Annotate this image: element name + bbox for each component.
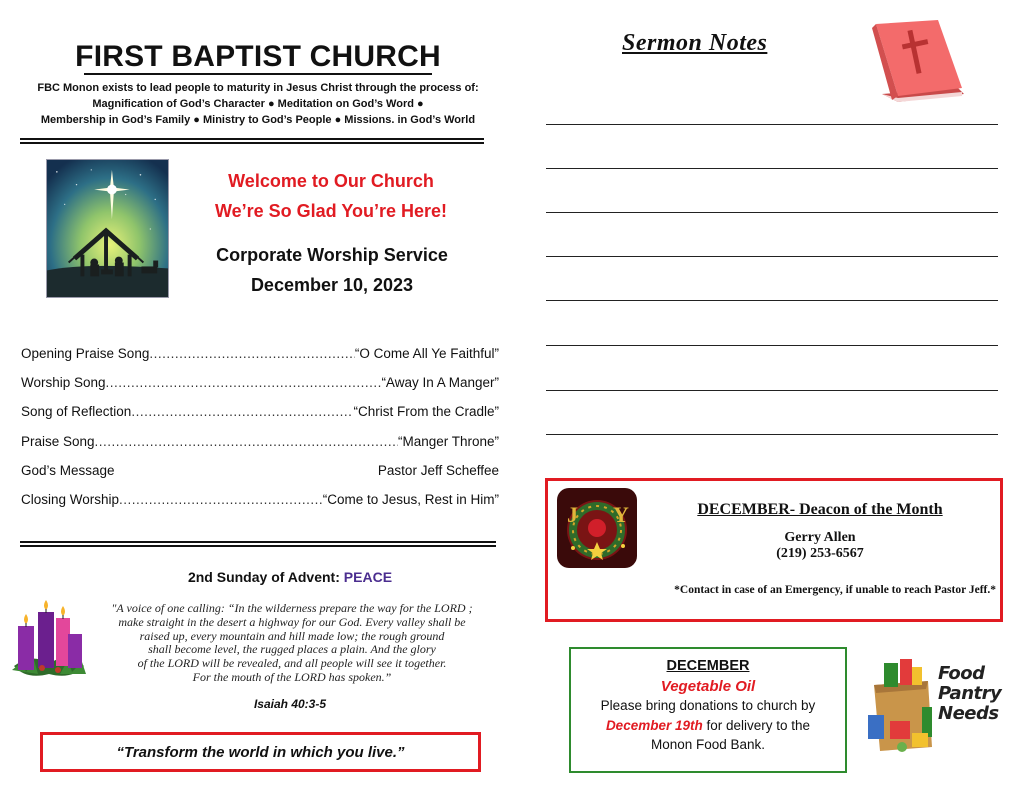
pantry-instructions: Please bring donations to church by bbox=[600, 698, 816, 713]
note-line bbox=[546, 345, 998, 346]
advent-heading bbox=[140, 569, 440, 585]
leader-dots bbox=[131, 404, 353, 419]
note-line bbox=[546, 300, 998, 301]
food-label-line: Needs bbox=[938, 703, 999, 724]
pantry-item: Vegetable Oil bbox=[660, 677, 756, 695]
joy-wreath-image bbox=[557, 488, 637, 568]
mission-line: Membership in God’s Family ● Ministry to God’s People ● Missions. in God’s World bbox=[40, 114, 476, 126]
nativity-image bbox=[46, 159, 169, 298]
program-row bbox=[21, 346, 499, 375]
program-row bbox=[21, 434, 499, 463]
church-title: FIRST BAPTIST CHURCH bbox=[75, 40, 441, 73]
double-divider bbox=[20, 138, 484, 144]
scripture-line: shall become level, the rugged places a plain. And the glory bbox=[148, 642, 436, 657]
food-label-line: Pantry bbox=[938, 683, 1002, 704]
scripture-passage bbox=[92, 602, 492, 685]
pantry-deadline: December 19th bbox=[605, 717, 703, 733]
service-info bbox=[186, 240, 478, 300]
program-label: Praise Song bbox=[21, 433, 95, 449]
pantry-deadline-line bbox=[571, 716, 845, 736]
note-line bbox=[546, 168, 998, 169]
scripture-line: "A voice of one calling: “In the wilderness prepare the way for the LORD ; bbox=[111, 601, 473, 615]
deacon-heading: DECEMBER- Deacon of the Month bbox=[697, 501, 943, 518]
program-row bbox=[21, 375, 499, 404]
program-label: Closing Worship bbox=[21, 491, 120, 507]
pantry-delivery: for delivery to the bbox=[702, 717, 811, 733]
food-pantry-box bbox=[569, 647, 847, 773]
scripture-line: raised up, every mountain and hill made low; the rough ground bbox=[139, 628, 445, 643]
program-label: Song of Reflection bbox=[21, 404, 132, 420]
program-value: “O Come All Ye Faithful” bbox=[354, 346, 499, 361]
welcome-message bbox=[186, 166, 476, 226]
emergency-note: *Contact in case of an Emergency, if unable to reach Pastor Jeff.* bbox=[674, 584, 996, 596]
program-value: Pastor Jeff Scheffee bbox=[377, 462, 499, 478]
scripture-reference: Isaiah 40:3-5 bbox=[253, 697, 327, 711]
program-row bbox=[21, 492, 499, 521]
motto-text: “Transform the world in which you live.” bbox=[116, 743, 405, 761]
program-row bbox=[21, 463, 499, 492]
note-line bbox=[546, 390, 998, 391]
program-value: “Christ From the Cradle” bbox=[353, 404, 499, 420]
note-line bbox=[546, 256, 998, 257]
sermon-notes-title: Sermon Notes bbox=[622, 30, 768, 56]
welcome-line: We’re So Glad You’re Here! bbox=[214, 201, 448, 221]
note-line bbox=[546, 434, 998, 435]
food-pantry-label bbox=[938, 664, 1008, 724]
motto-box bbox=[40, 732, 481, 772]
program-value: “Away In A Manger” bbox=[381, 375, 499, 391]
title-underline bbox=[84, 73, 432, 75]
advent-candles-icon bbox=[12, 588, 86, 680]
food-label-line: Food bbox=[938, 663, 985, 684]
order-of-worship bbox=[21, 346, 499, 521]
deacon-phone: (219) 253-6567 bbox=[776, 546, 864, 561]
double-divider bbox=[20, 541, 496, 547]
advent-title: 2nd Sunday of Advent bbox=[187, 569, 336, 585]
program-label: Worship Song bbox=[21, 375, 106, 391]
scripture-line: make straight in the desert a highway for our God. Every valley shall be bbox=[118, 614, 466, 629]
leader-dots bbox=[149, 346, 355, 361]
leader-dots bbox=[95, 434, 398, 449]
deacon-name: Gerry Allen bbox=[784, 530, 856, 545]
svg-text:Y: Y bbox=[613, 502, 629, 527]
pantry-month: DECEMBER bbox=[666, 658, 750, 674]
leader-dots bbox=[119, 492, 323, 507]
service-date: December 10, 2023 bbox=[250, 275, 414, 295]
service-name: Corporate Worship Service bbox=[216, 245, 448, 265]
scripture-line: of the LORD will be revealed, and all people will see it together. bbox=[137, 656, 447, 671]
mission-line: Magnification of God’s Character ● Meditation on God’s Word ● bbox=[92, 98, 424, 110]
note-line bbox=[546, 124, 998, 125]
leader-dots bbox=[106, 375, 382, 390]
advent-theme: PEACE bbox=[343, 569, 393, 585]
pantry-destination: Monon Food Bank. bbox=[650, 737, 766, 752]
mission-statement bbox=[22, 80, 494, 128]
program-label: God’s Message bbox=[21, 462, 115, 478]
program-value: “Come to Jesus, Rest in Him” bbox=[322, 491, 499, 507]
svg-text:J: J bbox=[567, 502, 578, 527]
mission-line: FBC Monon exists to lead people to maturity in Jesus Christ through the process of: bbox=[37, 82, 479, 94]
note-line bbox=[546, 212, 998, 213]
program-label: Opening Praise Song bbox=[21, 346, 150, 361]
deacon-of-month-box bbox=[545, 478, 1003, 622]
welcome-line: Welcome to Our Church bbox=[228, 171, 434, 191]
scripture-line: For the mouth of the LORD has spoken.” bbox=[192, 669, 392, 684]
bible-icon bbox=[872, 18, 968, 104]
program-row bbox=[21, 404, 499, 433]
program-value: “Manger Throne” bbox=[397, 433, 499, 449]
advent-separator: : bbox=[335, 569, 344, 585]
